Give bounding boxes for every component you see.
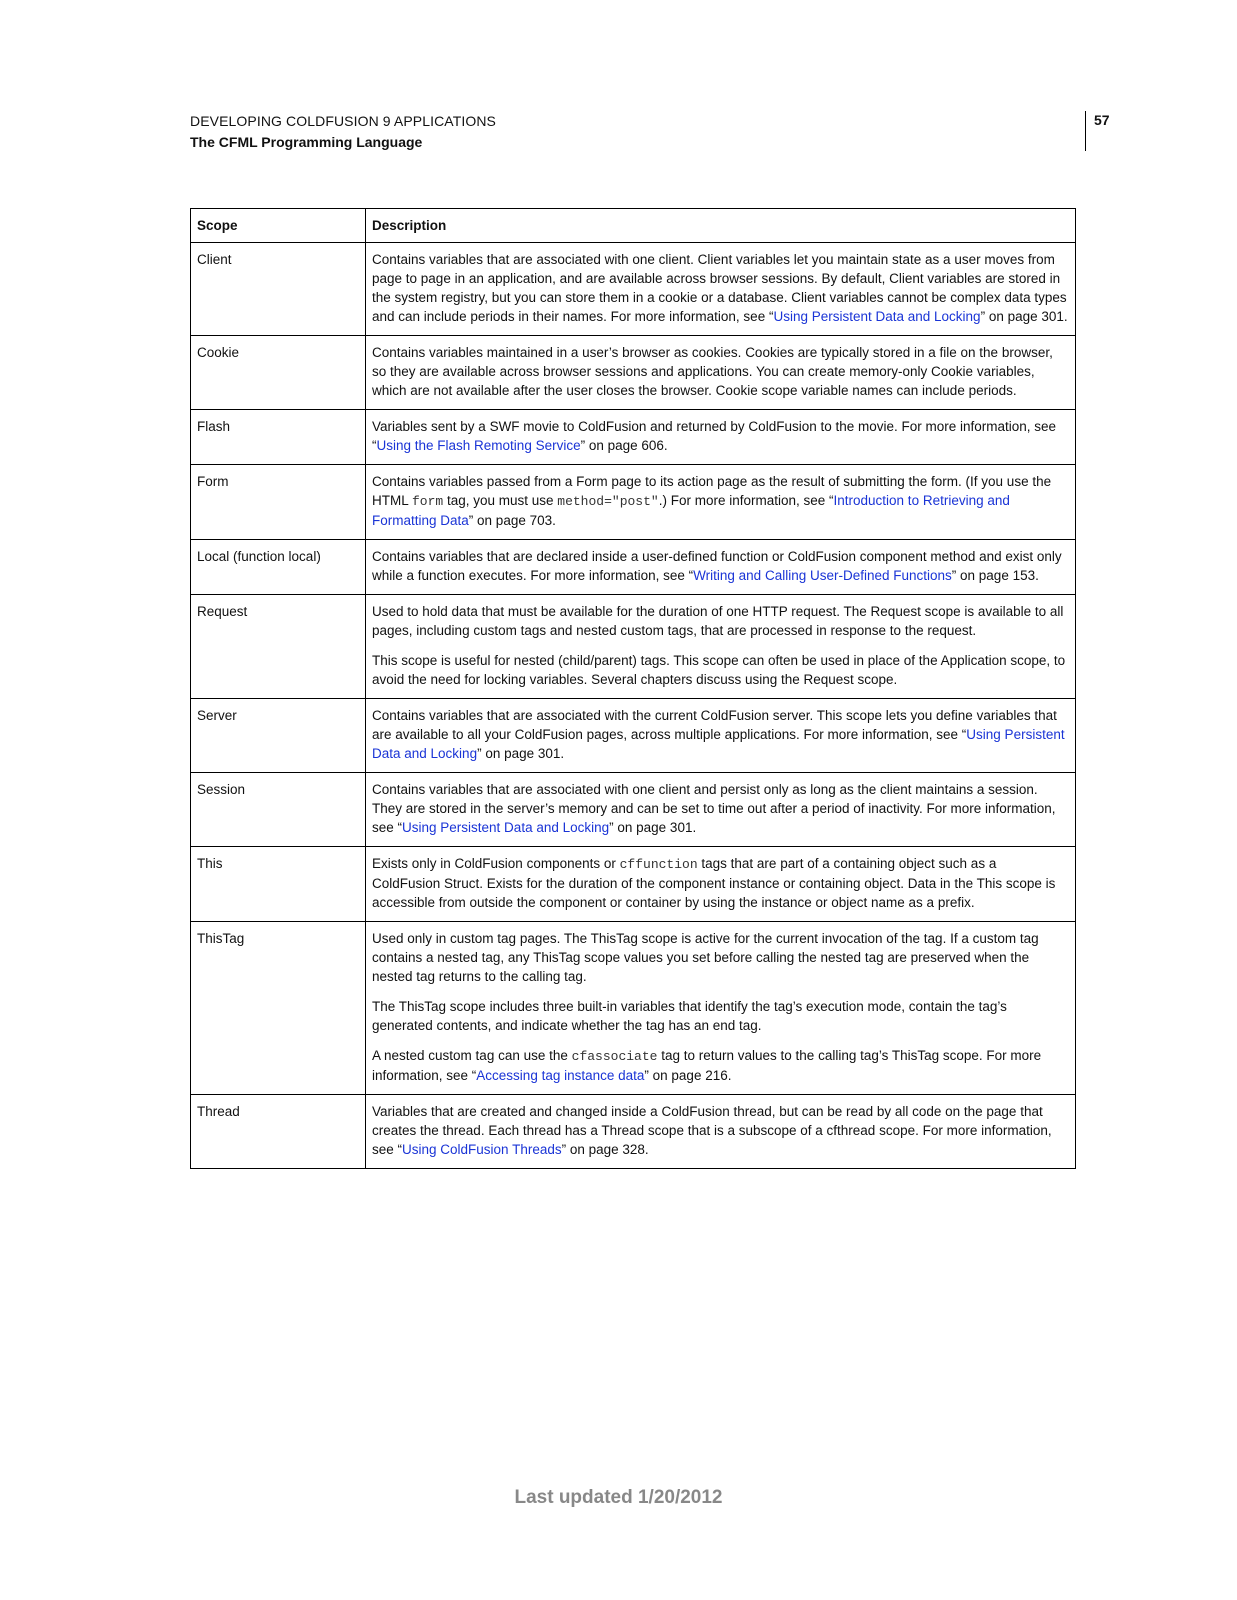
table-header-row <box>191 209 1076 243</box>
cross-reference-link[interactable]: Introduction to Retrieving and Formatting Data <box>372 493 1010 528</box>
scope-cell: Local (function local) <box>191 540 366 595</box>
cross-reference-link[interactable]: Accessing tag instance data <box>476 1068 645 1083</box>
description-text: ” on page 153. <box>951 568 1039 583</box>
scope-cell: Form <box>191 465 366 540</box>
book-title: DEVELOPING COLDFUSION 9 APPLICATIONS <box>190 113 496 129</box>
table-row <box>191 595 1076 699</box>
description-cell <box>366 410 1076 465</box>
cross-reference-link[interactable]: Writing and Calling User-Defined Functions <box>693 568 952 583</box>
scope-cell: Request <box>191 595 366 699</box>
description-text: ” on page 328. <box>561 1142 649 1157</box>
scope-cell: ThisTag <box>191 922 366 1095</box>
table-row <box>191 699 1076 773</box>
page-number: 57 <box>1094 112 1110 128</box>
description-text: ” on page 703. <box>468 513 556 528</box>
code-snippet: cfassociate <box>571 1049 658 1064</box>
scope-cell: Thread <box>191 1095 366 1169</box>
description-text: tag to return values to the calling tag’s ThisTag scope. For more information, see “ <box>372 1048 1042 1083</box>
description-text: ” on page 606. <box>580 438 668 453</box>
table-row <box>191 540 1076 595</box>
description-paragraph: Used to hold data that must be available for the duration of one HTTP request. The Request scope is available to all pages, including custom tags and nested custom tags, that are processed in response to the request. <box>372 604 1064 638</box>
description-text: ” on page 301. <box>477 746 565 761</box>
description-text: Variables sent by a SWF movie to ColdFusion and returned by ColdFusion to the movie. For more information, see “ <box>372 419 1057 453</box>
description-cell <box>366 465 1076 540</box>
scope-cell: Cookie <box>191 336 366 410</box>
cross-reference-link[interactable]: Using Persistent Data and Locking <box>773 309 981 324</box>
scope-cell: Flash <box>191 410 366 465</box>
description-text: Variables that are created and changed inside a ColdFusion thread, but can be read by all code on the page that creates the thread. Each thread has a Thread scope that is a subscope of a cfthread scope. For more information, see “ <box>372 1104 1052 1157</box>
description-text: A nested custom tag can use the <box>372 1048 572 1063</box>
chapter-title: The CFML Programming Language <box>190 134 423 150</box>
code-snippet: method="post" <box>557 494 659 509</box>
table-row <box>191 773 1076 847</box>
description-text: ” on page 301. <box>609 820 697 835</box>
scope-cell: Client <box>191 243 366 336</box>
last-updated-footer: Last updated 1/20/2012 <box>514 1487 723 1508</box>
description-cell <box>366 699 1076 773</box>
description-paragraph: The ThisTag scope includes three built-in variables that identify the tag’s execution mode, contain the tag’s generated contents, and indicate whether the tag has an end tag. <box>372 999 1007 1033</box>
description-paragraph: This scope is useful for nested (child/parent) tags. This scope can often be used in place of the Application scope, to avoid the need for locking variables. Several chapters discuss using the Request scope. <box>372 653 1066 687</box>
column-header-description: Description <box>366 209 1076 243</box>
cross-reference-link[interactable]: Using Persistent Data and Locking <box>372 727 1065 761</box>
table-row <box>191 922 1076 1095</box>
description-text: tag, you must use <box>443 493 558 508</box>
description-text: ” on page 301. <box>980 309 1068 324</box>
cross-reference-link[interactable]: Using the Flash Remoting Service <box>376 438 581 453</box>
table-row <box>191 847 1076 922</box>
scope-cell: Server <box>191 699 366 773</box>
table-row <box>191 336 1076 410</box>
scope-cell: Session <box>191 773 366 847</box>
description-cell <box>366 243 1076 336</box>
description-cell <box>366 922 1076 1095</box>
description-paragraph: Used only in custom tag pages. The ThisTag scope is active for the current invocation of the tag. If a custom tag contains a nested tag, any ThisTag scope values you set before calling the nested tag are preserved when the nested tag returns to the calling tag. <box>372 931 1039 984</box>
code-snippet: form <box>412 494 444 509</box>
description-text: Contains variables that are associated with one client. Client variables let you maintain state as a user moves from page to page in an application, and are available across browser sessions. By default, Client variables are stored in the system registry, but you can store them in a cookie or a database. Client variables cannot be complex data types and can include periods in their names. For more information, see “ <box>372 252 1067 324</box>
description-text: Contains variables passed from a Form page to its action page as the result of submitting the form. (If you use the HTML <box>372 474 1052 508</box>
description-cell <box>366 336 1076 410</box>
description-text: Exists only in ColdFusion components or <box>372 856 620 871</box>
description-text: tags that are part of a containing object such as a ColdFusion Struct. Exists for the duration of the component instance or containing object. Data in the This scope is accessible from outside the component or container by using the instance or object name as a prefix. <box>372 856 1056 910</box>
scope-table <box>190 208 1076 1169</box>
cross-reference-link[interactable]: Using ColdFusion Threads <box>402 1142 562 1157</box>
description-text: Contains variables maintained in a user’s browser as cookies. Cookies are typically stored in a file on the browser, so they are available across browser sessions and applications. You can create memory-only Cookie variables, which are not available after the user closes the browser. Cookie scope variable names can include periods. <box>372 345 1053 398</box>
description-cell <box>366 847 1076 922</box>
column-header-scope: Scope <box>191 209 366 243</box>
code-snippet: cffunction <box>619 857 698 872</box>
description-text: Contains variables that are associated with one client and persist only as long as the client maintains a session. They are stored in the server’s memory and can be set to time out after a period of inactivity. For more information, see “ <box>372 782 1056 835</box>
description-cell <box>366 540 1076 595</box>
table-row <box>191 243 1076 336</box>
description-text: ” on page 216. <box>644 1068 732 1083</box>
description-text: .) For more information, see “ <box>658 493 834 508</box>
table-row <box>191 465 1076 540</box>
scope-cell: This <box>191 847 366 922</box>
table-row <box>191 1095 1076 1169</box>
cross-reference-link[interactable]: Using Persistent Data and Locking <box>402 820 610 835</box>
description-cell <box>366 595 1076 699</box>
header-divider <box>1085 111 1086 151</box>
description-text: Contains variables that are associated with the current ColdFusion server. This scope lets you define variables that are available to all your ColdFusion pages, across multiple applications. For more information, see “ <box>372 708 1057 742</box>
description-cell <box>366 773 1076 847</box>
table-row <box>191 410 1076 465</box>
description-text: Contains variables that are declared inside a user-defined function or ColdFusion component method and exist only while a function executes. For more information, see “ <box>372 549 1062 583</box>
description-cell <box>366 1095 1076 1169</box>
